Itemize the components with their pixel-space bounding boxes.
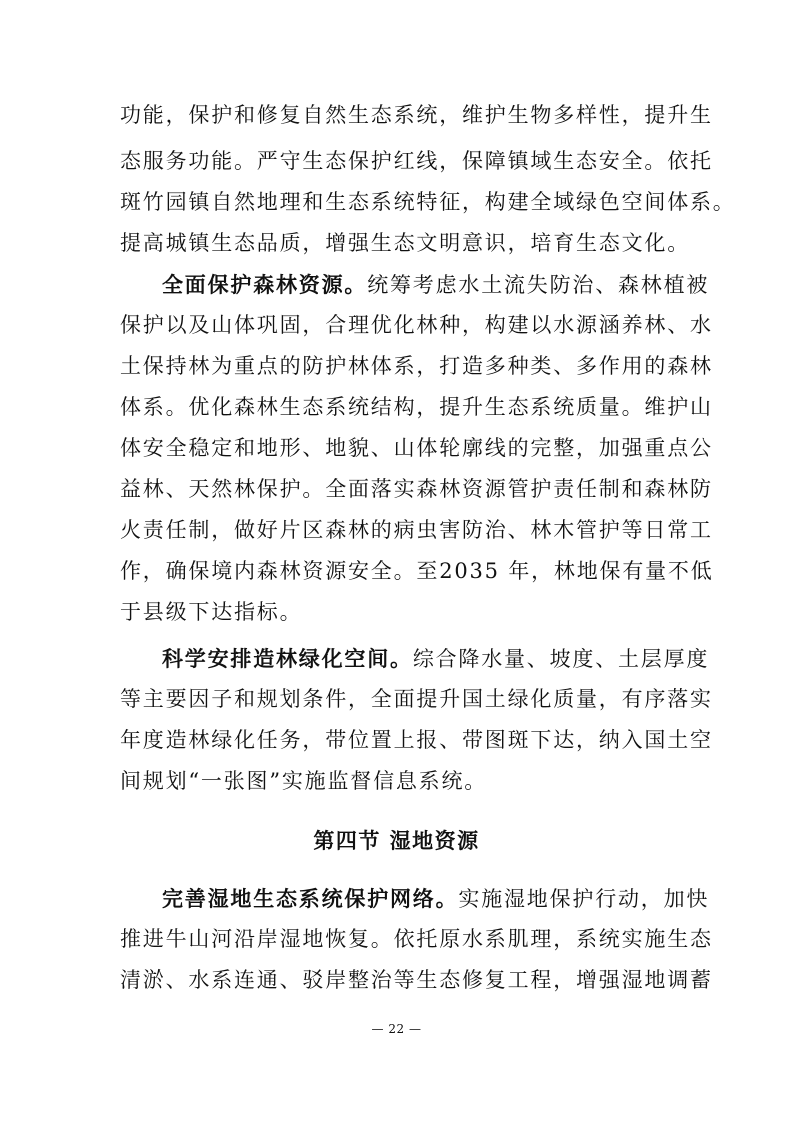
paragraph-1-line-4: 提高城镇生态品质，增强生态文明意识，培育生态文化。 (120, 231, 690, 255)
page-number: — 22 — (371, 1022, 422, 1036)
paragraph-3-line-4: 间规划“一张图”实施监督信息系统。 (120, 769, 488, 793)
paragraph-2-line-2: 保护以及山体巩固，合理优化林种，构建以水源涵养林、水 (120, 313, 713, 337)
paragraph-2-line-1 (162, 272, 710, 297)
paragraph-2-line-7: 火责任制，做好片区森林的病虫害防治、林木管护等日常工 (120, 518, 713, 542)
section-heading: 第四节 湿地资源 (313, 828, 480, 853)
paragraph-3-line-2: 等主要因子和规划条件，全面提升国土绿化质量，有序落实 (120, 687, 713, 711)
paragraph-3-line-1 (162, 646, 710, 671)
paragraph-4-line-2: 推进牛山河沿岸湿地恢复。依托原水系肌理，系统实施生态 (120, 927, 713, 951)
paragraph-2-line-4: 体系。优化森林生态系统结构，提升生态系统质量。维护山 (120, 395, 713, 419)
paragraph-2-first-rest: 统筹考虑水土流失防治、森林植被 (367, 273, 710, 297)
paragraph-4-line-1 (162, 886, 710, 911)
paragraph-3-line-3: 年度造林绿化任务，带位置上报、带图斑下达，纳入国土空 (120, 728, 713, 752)
paragraph-3-lead: 科学安排造林绿化空间。 (162, 646, 413, 671)
paragraph-2-line-9: 于县级下达指标。 (120, 600, 303, 624)
paragraph-2-line-8: 作，确保境内森林资源安全。至2035 年，林地保有量不低 (120, 559, 714, 583)
paragraph-1-line-1: 功能，保护和修复自然生态系统，维护生物多样性，提升生 (120, 103, 713, 127)
paragraph-4-line-3: 清淤、水系连通、驳岸整治等生态修复工程，增强湿地调蓄 (120, 968, 713, 992)
paragraph-2-lead: 全面保护森林资源。 (162, 272, 368, 297)
paragraph-1-line-2: 态服务功能。严守生态保护红线，保障镇域生态安全。依托 (120, 149, 713, 173)
paragraph-3-first-rest: 综合降水量、坡度、土层厚度 (412, 647, 710, 671)
paragraph-4-lead: 完善湿地生态系统保护网络。 (162, 886, 459, 911)
paragraph-2-line-5: 体安全稳定和地形、地貌、山体轮廓线的完整，加强重点公 (120, 436, 713, 460)
paragraph-2-line-3: 土保持林为重点的防护林体系，打造多种类、多作用的森林 (120, 354, 713, 378)
paragraph-1-line-3: 斑竹园镇自然地理和生态系统特征，构建全域绿色空间体系。 (120, 190, 736, 214)
paragraph-2-line-6: 益林、天然林保护。全面落实森林资源管护责任制和森林防 (120, 477, 713, 501)
paragraph-4-first-rest: 实施湿地保护行动，加快 (458, 887, 710, 911)
